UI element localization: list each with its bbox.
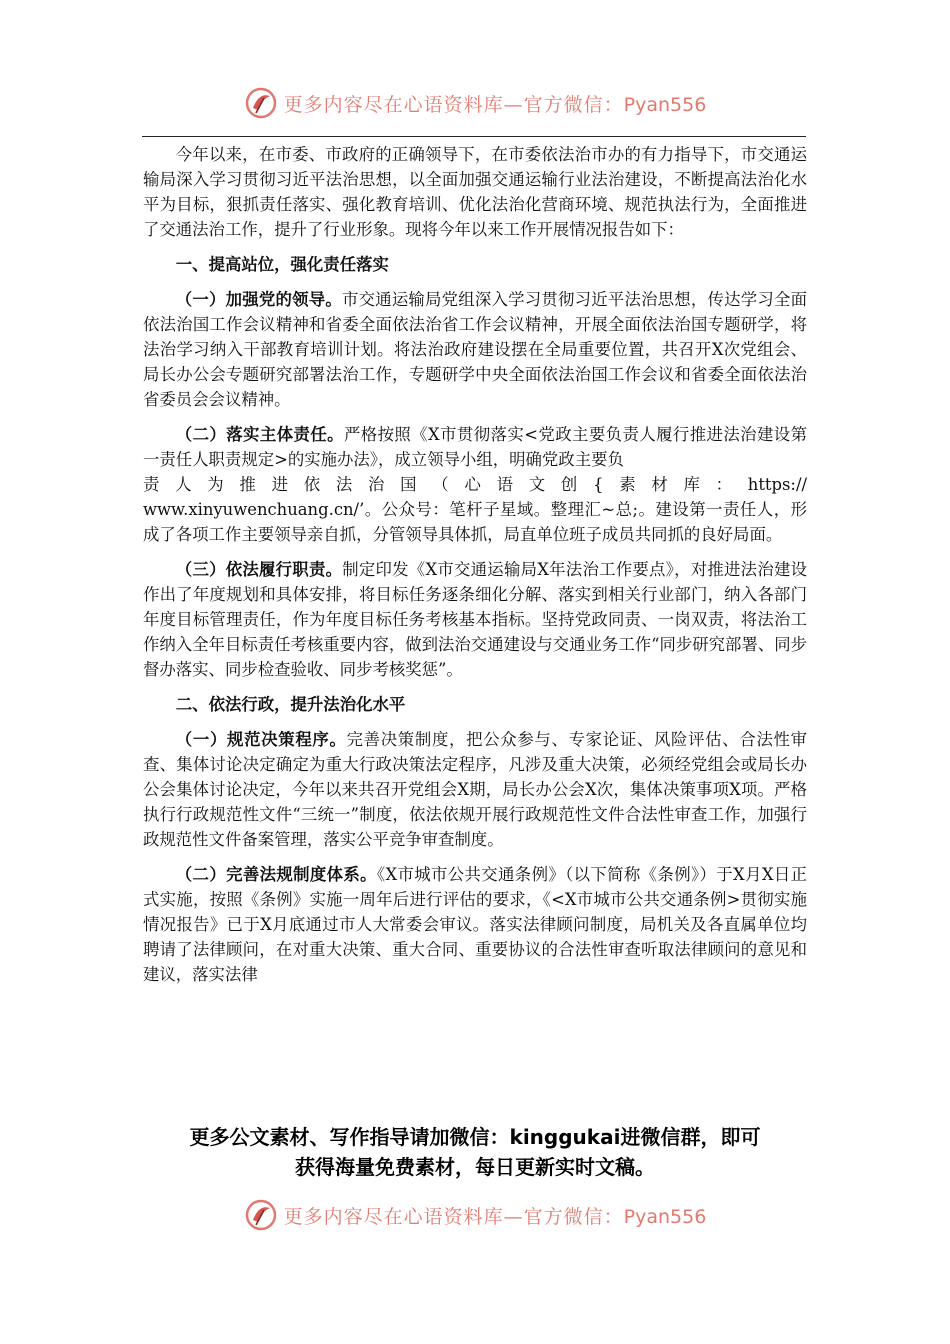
s1-p2-text-c: www.xinyuwenchuang.cn/’。公众号：笔杆子星域。整理汇~总;。建设第一责任人，形成了各项工作主要领导亲自抓，分管领导具体抓，局直单位班子成员共同抓的良好局面。	[143, 500, 807, 544]
header-brand	[0, 83, 950, 123]
s1-p3-lead: （三）依法履行职责。	[175, 560, 343, 579]
promo-line-1: 更多公文素材、写作指导请加微信：kinggukai进微信群，即可	[189, 1125, 761, 1149]
s1-p3-text: 制定印发《X市交通运输局X年法治工作要点》，对推进法治建设作出了年度规划和具体安排，将目标任务逐条细化分解、落实到相关行业部门，纳入各部门年度目标管理责任，作为年度目标任务考核基本指标。坚持党政同责、一岗双责，将法治工作纳入全年目标责任考核重要内容，做到法治交通建设与交通业务工作“同步研究部署、同步督办落实、同步检查验收、同步考核奖惩”。	[143, 560, 808, 679]
s2-paragraph-2	[143, 862, 807, 987]
promo-banner	[0, 1122, 950, 1182]
promo-line-2: 获得海量免费素材，每日更新实时文稿。	[295, 1155, 655, 1179]
s2-p1-text: 完善决策制度，把公众参与、专家论证、风险评估、合法性审查、集体讨论决定确定为重大行政决策法定程序，凡涉及重大决策，必须经党组会或局长办公会集体讨论决定，今年以来共召开党组会X期，局长办公会X次，集体决策事项X项。严格执行行政规范性文件“三统一”制度，依法依规开展行政规范性文件合法性审查工作，加强行政规范性文件备案管理，落实公平竞争审查制度。	[143, 730, 807, 849]
s1-paragraph-3	[143, 557, 807, 682]
brand-text: 更多内容尽在心语资料库—官方微信：Pyan556	[283, 1205, 707, 1228]
s1-p2-text-b: 责人为推进依法治国（心语文创{素材库：https://	[143, 475, 807, 494]
s1-paragraph-2	[143, 422, 807, 547]
document-body	[143, 142, 807, 987]
brand-logo-icon	[244, 86, 278, 120]
s2-paragraph-1	[143, 727, 807, 852]
footer-brand	[0, 1195, 950, 1235]
s1-paragraph-1	[143, 287, 807, 412]
s1-p2-text-a: 严格按照《X市贯彻落实<党政主要负责人履行推进法治建设第一责任人职责规定>的实施办法》，成立领导小组，明确党政主要负	[143, 425, 808, 469]
s1-p1-text: 市交通运输局党组深入学习贯彻习近平法治思想，传达学习全面依法治国工作会议精神和省委全面依法治省工作会议精神，开展全面依法治国专题研学，将法治学习纳入干部教育培训计划。将法治政府建设摆在全局重要位置，共召开X次党组会、局长办公会专题研究部署法治工作，专题研学中央全面依法治国工作会议和省委全面依法治省委员会会议精神。	[143, 290, 808, 409]
brand-wechat-id: Pyan556	[623, 93, 707, 116]
intro-paragraph: 今年以来，在市委、市政府的正确领导下，在市委依法治市办的有力指导下，市交通运输局深入学习贯彻习近平法治思想，以全面加强交通运输行业法治建设，不断提高法治化水平为目标，狠抓责任落实、强化教育培训、优化法治化营商环境、规范执法行为，全面推进了交通法治工作，提升了行业形象。现将今年以来工作开展情况报告如下：	[143, 145, 807, 239]
s2-p2-text: 《X市城市公共交通条例》（以下简称《条例》）于X月X日正式实施，按照《条例》实施一周年后进行评估的要求，《<X市城市公共交通条例>贯彻实施情况报告》已于X月底通过市人大常委会审议。落实法律顾问制度，局机关及各直属单位均聘请了法律顾问，在对重大决策、重大合同、重要协议的合法性审查听取法律顾问的意见和建议，落实法律	[143, 865, 808, 984]
s1-p2-lead: （二）落实主体责任。	[175, 425, 344, 444]
section-2-title: 二、依法行政，提升法治化水平	[175, 695, 406, 714]
brand-text: 更多内容尽在心语资料库—官方微信：Pyan556	[283, 93, 707, 116]
s1-p1-lead: （一）加强党的领导。	[175, 290, 342, 309]
brand-wechat-id: Pyan556	[623, 1205, 707, 1228]
s2-p1-lead: （一）规范决策程序。	[175, 730, 347, 749]
section-1-title: 一、提高站位，强化责任落实	[175, 255, 389, 274]
header-divider	[142, 136, 806, 137]
s2-p2-lead: （二）完善法规制度体系。	[175, 865, 377, 884]
brand-logo-icon	[244, 1198, 278, 1232]
